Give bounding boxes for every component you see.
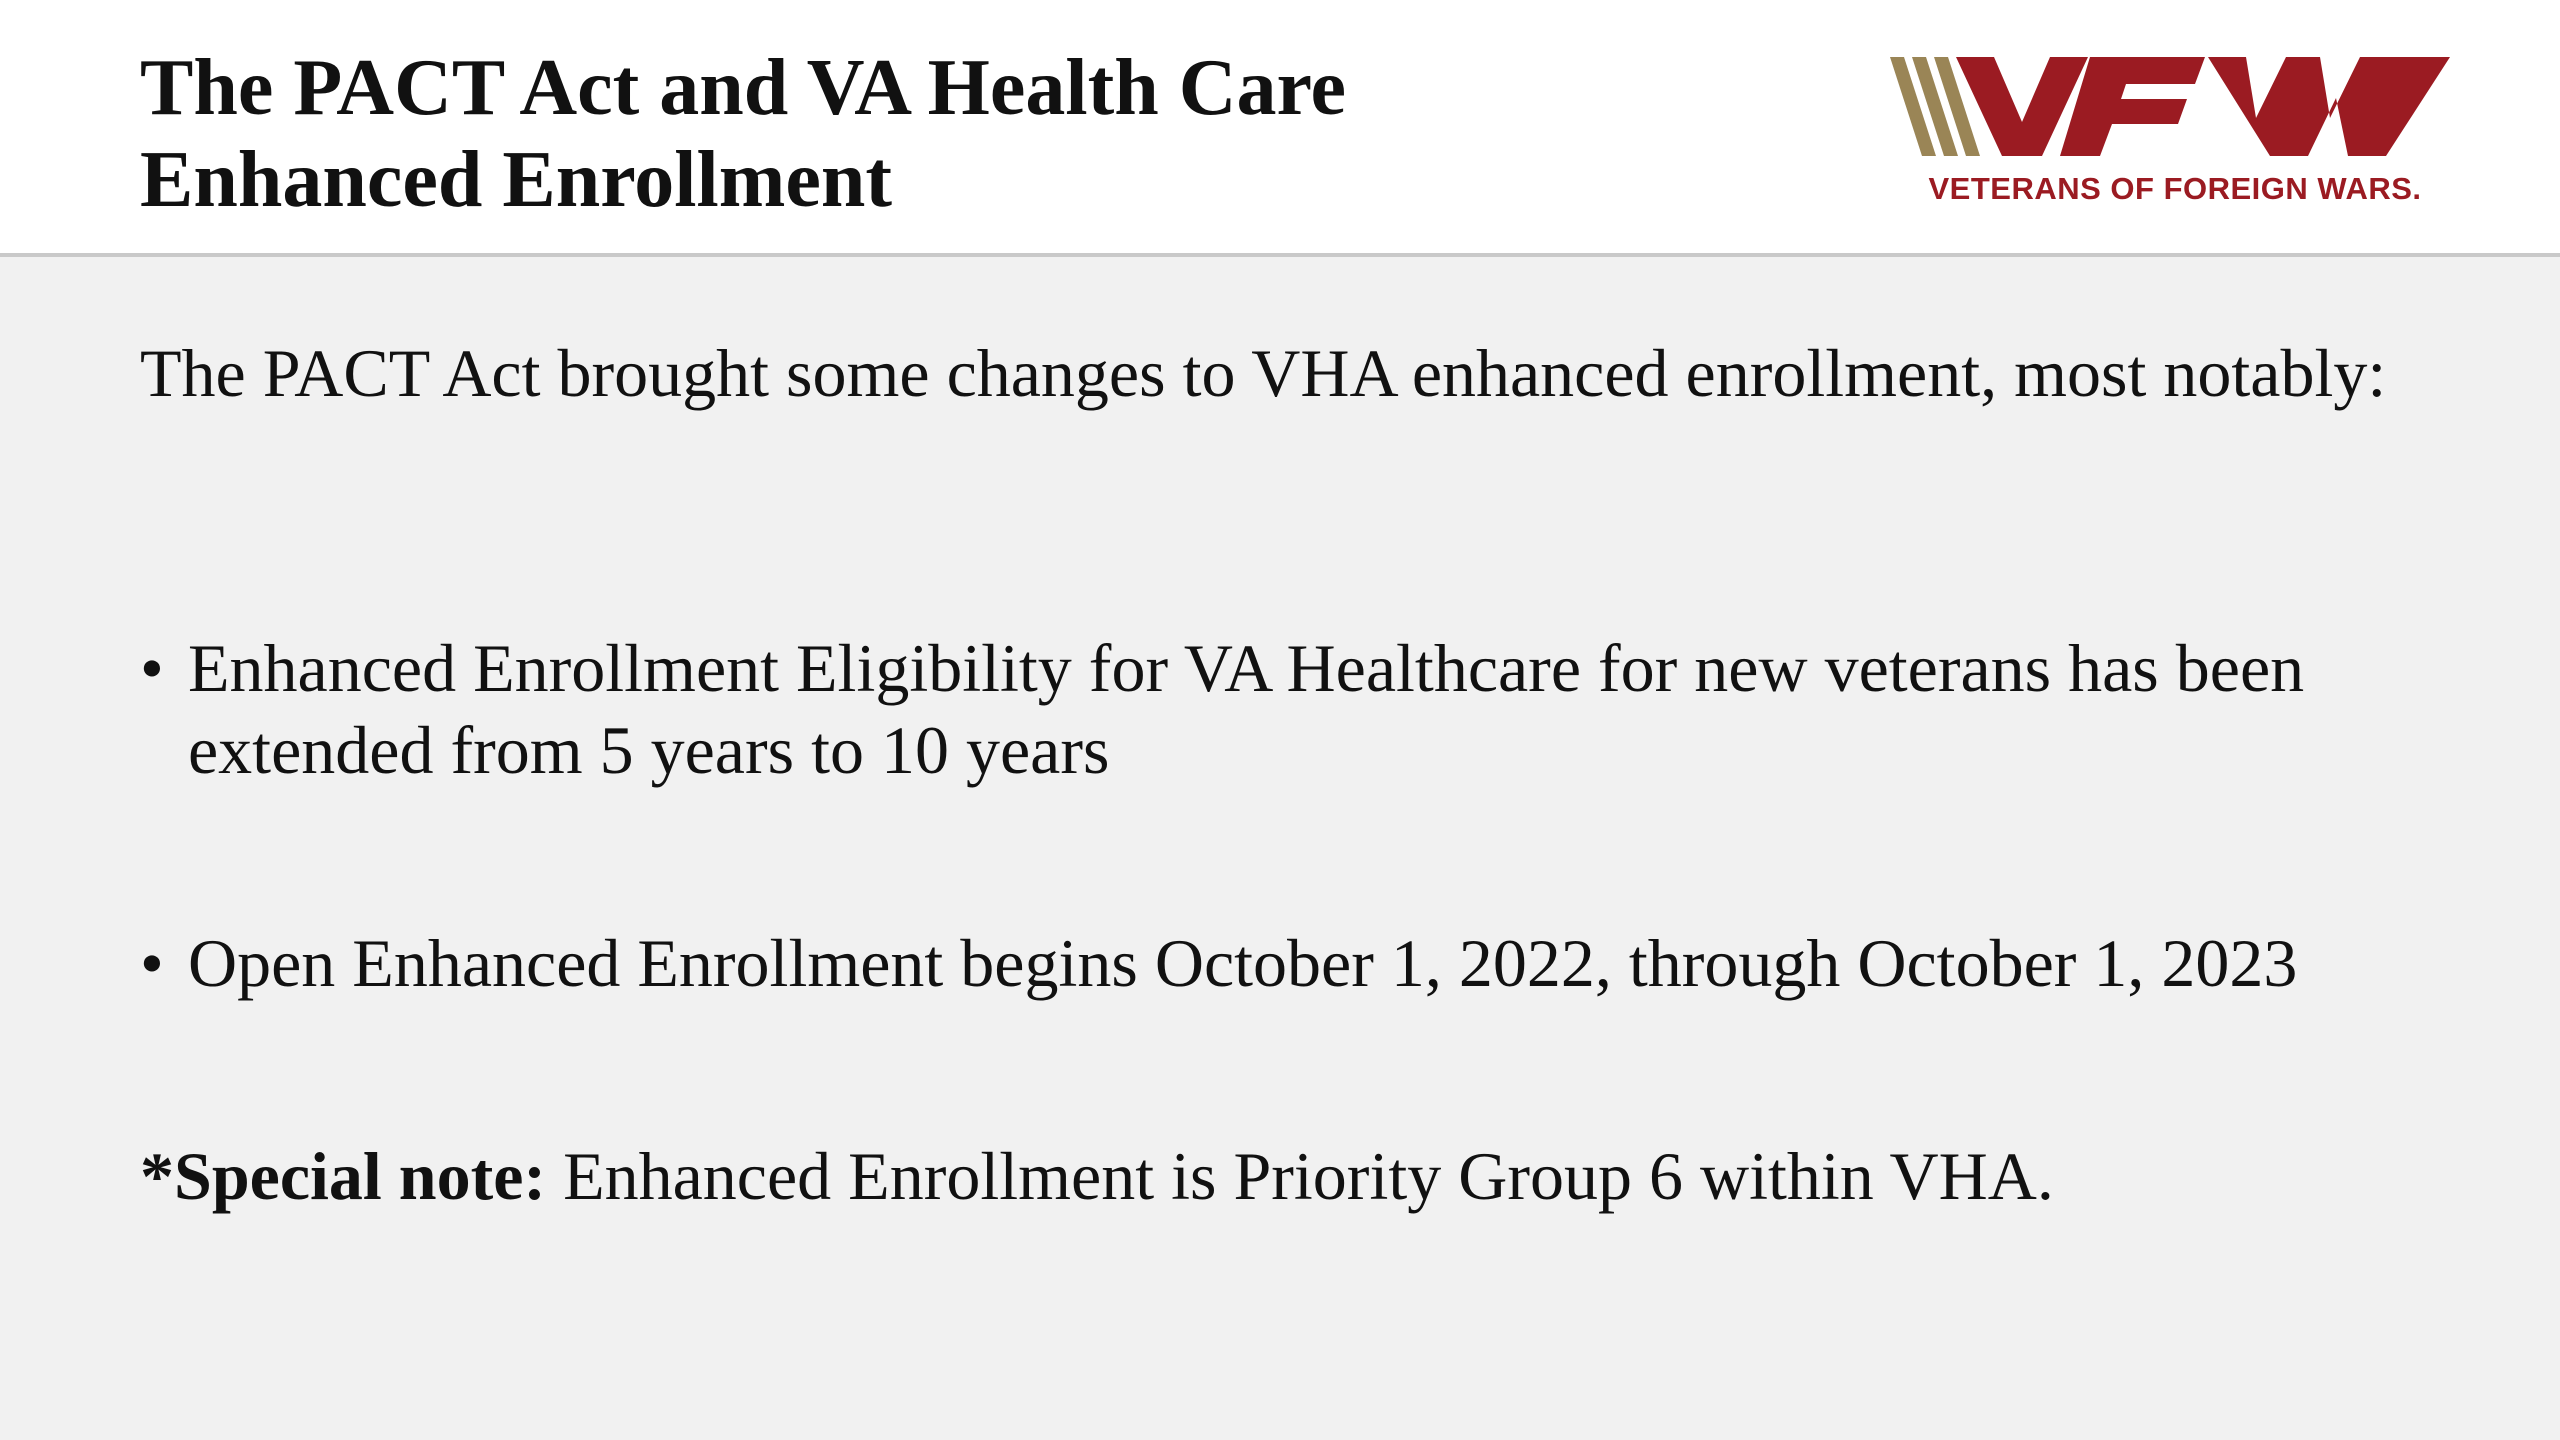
vfw-wordmark-graphic <box>1890 52 2460 162</box>
slide-title-line-2: Enhanced Enrollment <box>140 136 892 224</box>
bullet-item-open-enrollment: • Open Enhanced Enrollment begins October 1, 2022, through October 1, 2023 <box>140 922 2440 1004</box>
slide-header <box>0 0 2560 257</box>
slide-body <box>140 332 2440 1217</box>
bullet-list <box>140 627 2440 1004</box>
vfw-logo <box>1890 52 2460 222</box>
special-note-text: Enhanced Enrollment is Priority Group 6 within VHA. <box>546 1138 2054 1214</box>
special-note-label: *Special note: <box>140 1138 547 1214</box>
bullet-item-eligibility: • Enhanced Enrollment Eligibility for VA Healthcare for new veterans has been extended from 5 years to 10 years <box>140 627 2440 791</box>
special-note <box>140 1135 2440 1217</box>
vfw-tagline: VETERANS OF FOREIGN WARS. <box>1928 171 2422 206</box>
intro-paragraph: The PACT Act brought some changes to VHA enhanced enrollment, most notably: <box>140 335 2387 411</box>
slide-title <box>140 42 1640 226</box>
slide-title-line-1: The PACT Act and VA Health Care <box>140 44 1347 132</box>
